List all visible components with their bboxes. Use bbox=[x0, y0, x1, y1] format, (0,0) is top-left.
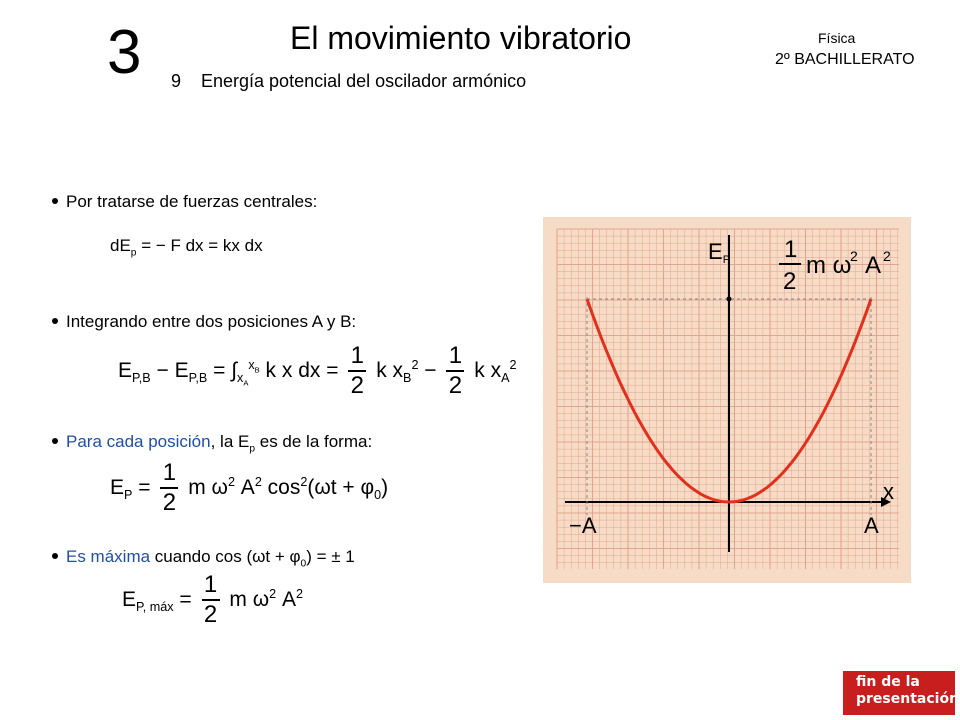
subject-label: Física bbox=[818, 30, 856, 46]
A-label: A bbox=[864, 513, 879, 538]
svg-text:2: 2 bbox=[783, 268, 797, 295]
bullet-integrating bbox=[52, 312, 356, 332]
equation-ep-general: $E_P$ = $\frac{1}{2}$ m $\omega^2$ $A^2$ $\cos^2(\omega t + \varphi_0)$ bbox=[110, 459, 389, 516]
eq-term: = − F dx = kx dx bbox=[136, 236, 263, 255]
y-axis-label: EP bbox=[708, 239, 731, 266]
bullet-subscript: p bbox=[249, 443, 256, 455]
svg-text:m ω: m ω bbox=[806, 252, 852, 279]
bullet-dot bbox=[52, 318, 58, 324]
eq-subscript: p bbox=[130, 247, 137, 259]
bullet-central-forces bbox=[52, 192, 317, 212]
minus-A-label: −A bbox=[569, 513, 597, 538]
x-axis-label: x bbox=[883, 479, 894, 504]
svg-text:1: 1 bbox=[784, 236, 798, 263]
section-title: Energía potencial del oscilador armónico bbox=[201, 71, 527, 91]
bullet-text: cuando cos (ωt + φ bbox=[150, 547, 301, 566]
chapter-number: 3 bbox=[107, 18, 142, 87]
equation-dEp bbox=[110, 236, 263, 263]
level-label: 2º BACHILLERATO bbox=[775, 51, 915, 68]
equation-ep-max: $E_{P, máx}$ = $\frac{1}{2}$ m $\omega^2$ $A^2$ bbox=[122, 571, 303, 628]
section-number: 9 bbox=[171, 71, 182, 91]
energy-graph bbox=[543, 217, 911, 583]
bullet-text: Por tratarse de fuerzas centrales: bbox=[66, 192, 318, 211]
bullet-dot bbox=[52, 198, 58, 204]
graph-svg bbox=[543, 217, 911, 583]
end-button-line1: fin de la bbox=[856, 674, 920, 690]
page-title: El movimiento vibratorio bbox=[290, 20, 632, 56]
svg-text:2: 2 bbox=[850, 248, 858, 264]
graph-formula bbox=[779, 236, 891, 295]
bullet-text: , la E bbox=[210, 432, 250, 451]
bullet-text: es de la forma: bbox=[255, 432, 373, 451]
end-presentation-button[interactable] bbox=[843, 671, 960, 715]
equation-integral: $E_{P,B} - E_{P,B} = \int_{x_A}^{x_B}$ k x dx = $\frac{1}{2}$ k $x_B^2$ − $\frac{1}{2}$ k $x_A^2$ bbox=[118, 342, 517, 399]
bullet-subscript: 0 bbox=[300, 558, 307, 570]
eq-term: dE bbox=[110, 236, 131, 255]
svg-text:2: 2 bbox=[883, 248, 891, 264]
bullet-highlight: Para cada posición bbox=[66, 432, 211, 451]
bullet-highlight: Es máxima bbox=[66, 547, 151, 566]
bullet-dot bbox=[52, 553, 58, 559]
end-button-line2: presentación bbox=[856, 691, 960, 707]
bullet-text: Integrando entre dos posiciones A y B: bbox=[66, 312, 357, 331]
svg-text:A: A bbox=[865, 252, 882, 279]
max-energy-point bbox=[727, 297, 732, 302]
bullet-each-position bbox=[52, 432, 372, 459]
bullet-dot bbox=[52, 438, 58, 444]
bullet-text: ) = ± 1 bbox=[306, 547, 355, 566]
